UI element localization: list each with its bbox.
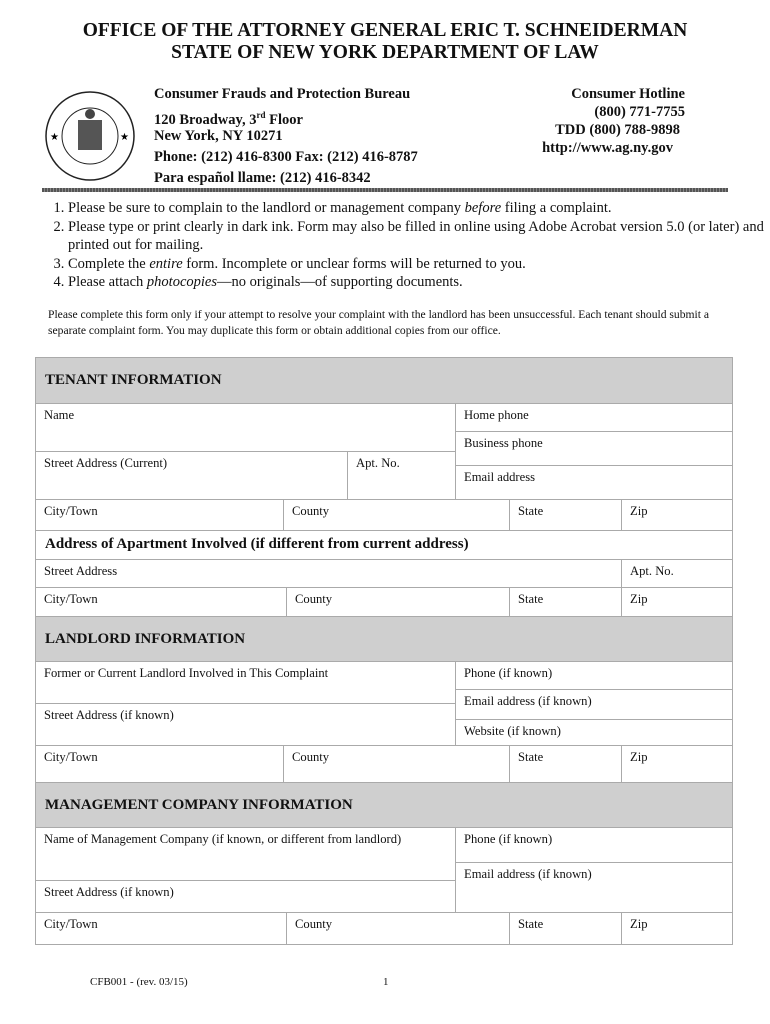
landlord-email-field[interactable]: Email address (if known) bbox=[455, 689, 733, 720]
landlord-phone-field[interactable]: Phone (if known) bbox=[455, 661, 733, 690]
page-number: 1 bbox=[383, 976, 389, 988]
instruction-item: 3. Complete the entire form. Incomplete or unclear forms will be returned to you. bbox=[68, 255, 768, 274]
instruction-item: 4. Please attach photocopies—no originals—of supporting documents. bbox=[68, 273, 768, 292]
svg-text:★: ★ bbox=[50, 132, 59, 143]
tenant-apt-field[interactable]: Apt. No. bbox=[347, 451, 456, 500]
management-street-field[interactable]: Street Address (if known) bbox=[35, 880, 456, 913]
header-divider bbox=[42, 188, 728, 192]
management-section-header: MANAGEMENT COMPANY INFORMATION bbox=[35, 782, 733, 828]
website-link[interactable]: http://www.ag.ny.gov bbox=[542, 140, 673, 156]
tenant-name-field[interactable]: Name bbox=[35, 403, 456, 452]
management-email-field[interactable]: Email address (if known) bbox=[455, 862, 733, 913]
apartment-county-field[interactable]: County bbox=[286, 587, 510, 617]
management-name-field[interactable]: Name of Management Company (if known, or different from landlord) bbox=[35, 827, 456, 881]
landlord-state-field[interactable]: State bbox=[509, 745, 622, 783]
instruction-list bbox=[22, 199, 768, 292]
management-county-field[interactable]: County bbox=[286, 912, 510, 945]
management-state-field[interactable]: State bbox=[509, 912, 622, 945]
hotline-label: Consumer Hotline bbox=[571, 86, 685, 102]
tenant-section-header: TENANT INFORMATION bbox=[35, 357, 733, 404]
bureau-phone-fax: Phone: (212) 416-8300 Fax: (212) 416-8787 bbox=[154, 149, 418, 165]
tenant-email-field[interactable]: Email address bbox=[455, 465, 733, 500]
tenant-zip-field[interactable]: Zip bbox=[621, 499, 733, 531]
management-city-field[interactable]: City/Town bbox=[35, 912, 287, 945]
management-phone-field[interactable]: Phone (if known) bbox=[455, 827, 733, 863]
instruction-item: 2. Please type or print clearly in dark ink. Form may also be filled in online using Adobe Acrobat version 5.0 (or later) and printed out for mailing. bbox=[68, 218, 768, 255]
tenant-city-field[interactable]: City/Town bbox=[35, 499, 284, 531]
landlord-website-field[interactable]: Website (if known) bbox=[455, 719, 733, 746]
instruction-note: Please complete this form only if your attempt to resolve your complaint with the landlord has been unsuccessful. Each tenant should submit a separate complaint form. You may duplicate this form or obtain additional copies from our office. bbox=[48, 308, 710, 337]
landlord-zip-field[interactable]: Zip bbox=[621, 745, 733, 783]
management-zip-field[interactable]: Zip bbox=[621, 912, 733, 945]
apartment-apt-field[interactable]: Apt. No. bbox=[621, 559, 733, 588]
form-id: CFB001 - (rev. 03/15) bbox=[90, 976, 188, 988]
landlord-section-header: LANDLORD INFORMATION bbox=[35, 616, 733, 662]
tdd-number: TDD (800) 788-9898 bbox=[555, 122, 680, 138]
instruction-item: 1. Please be sure to complain to the landlord or management company before filing a complaint. bbox=[68, 199, 768, 218]
apartment-section-header: Address of Apartment Involved (if different from current address) bbox=[35, 530, 733, 560]
tenant-home-phone-field[interactable]: Home phone bbox=[455, 403, 733, 432]
attorney-general-seal-icon bbox=[44, 90, 136, 182]
tenant-county-field[interactable]: County bbox=[283, 499, 510, 531]
hotline-number: (800) 771-7755 bbox=[594, 104, 685, 120]
landlord-name-field[interactable]: Former or Current Landlord Involved in This Complaint bbox=[35, 661, 456, 704]
title-line-2: STATE OF NEW YORK DEPARTMENT OF LAW bbox=[171, 42, 599, 63]
landlord-city-field[interactable]: City/Town bbox=[35, 745, 284, 783]
tenant-street-field[interactable]: Street Address (Current) bbox=[35, 451, 348, 500]
apartment-zip-field[interactable]: Zip bbox=[621, 587, 733, 617]
bureau-address-2: New York, NY 10271 bbox=[154, 128, 283, 144]
apartment-street-field[interactable]: Street Address bbox=[35, 559, 622, 588]
landlord-street-field[interactable]: Street Address (if known) bbox=[35, 703, 456, 746]
title-line-1: OFFICE OF THE ATTORNEY GENERAL ERIC T. SCHNEIDERMAN bbox=[82, 20, 688, 41]
bureau-name: Consumer Frauds and Protection Bureau bbox=[154, 86, 411, 102]
tenant-state-field[interactable]: State bbox=[509, 499, 622, 531]
bureau-address-1: 120 Broadway, 3rd Floor bbox=[154, 110, 303, 128]
apartment-state-field[interactable]: State bbox=[509, 587, 622, 617]
svg-text:★: ★ bbox=[120, 132, 129, 143]
landlord-county-field[interactable]: County bbox=[283, 745, 510, 783]
tenant-business-phone-field[interactable]: Business phone bbox=[455, 431, 733, 466]
spanish-line: Para español llame: (212) 416-8342 bbox=[154, 170, 371, 186]
apartment-city-field[interactable]: City/Town bbox=[35, 587, 287, 617]
